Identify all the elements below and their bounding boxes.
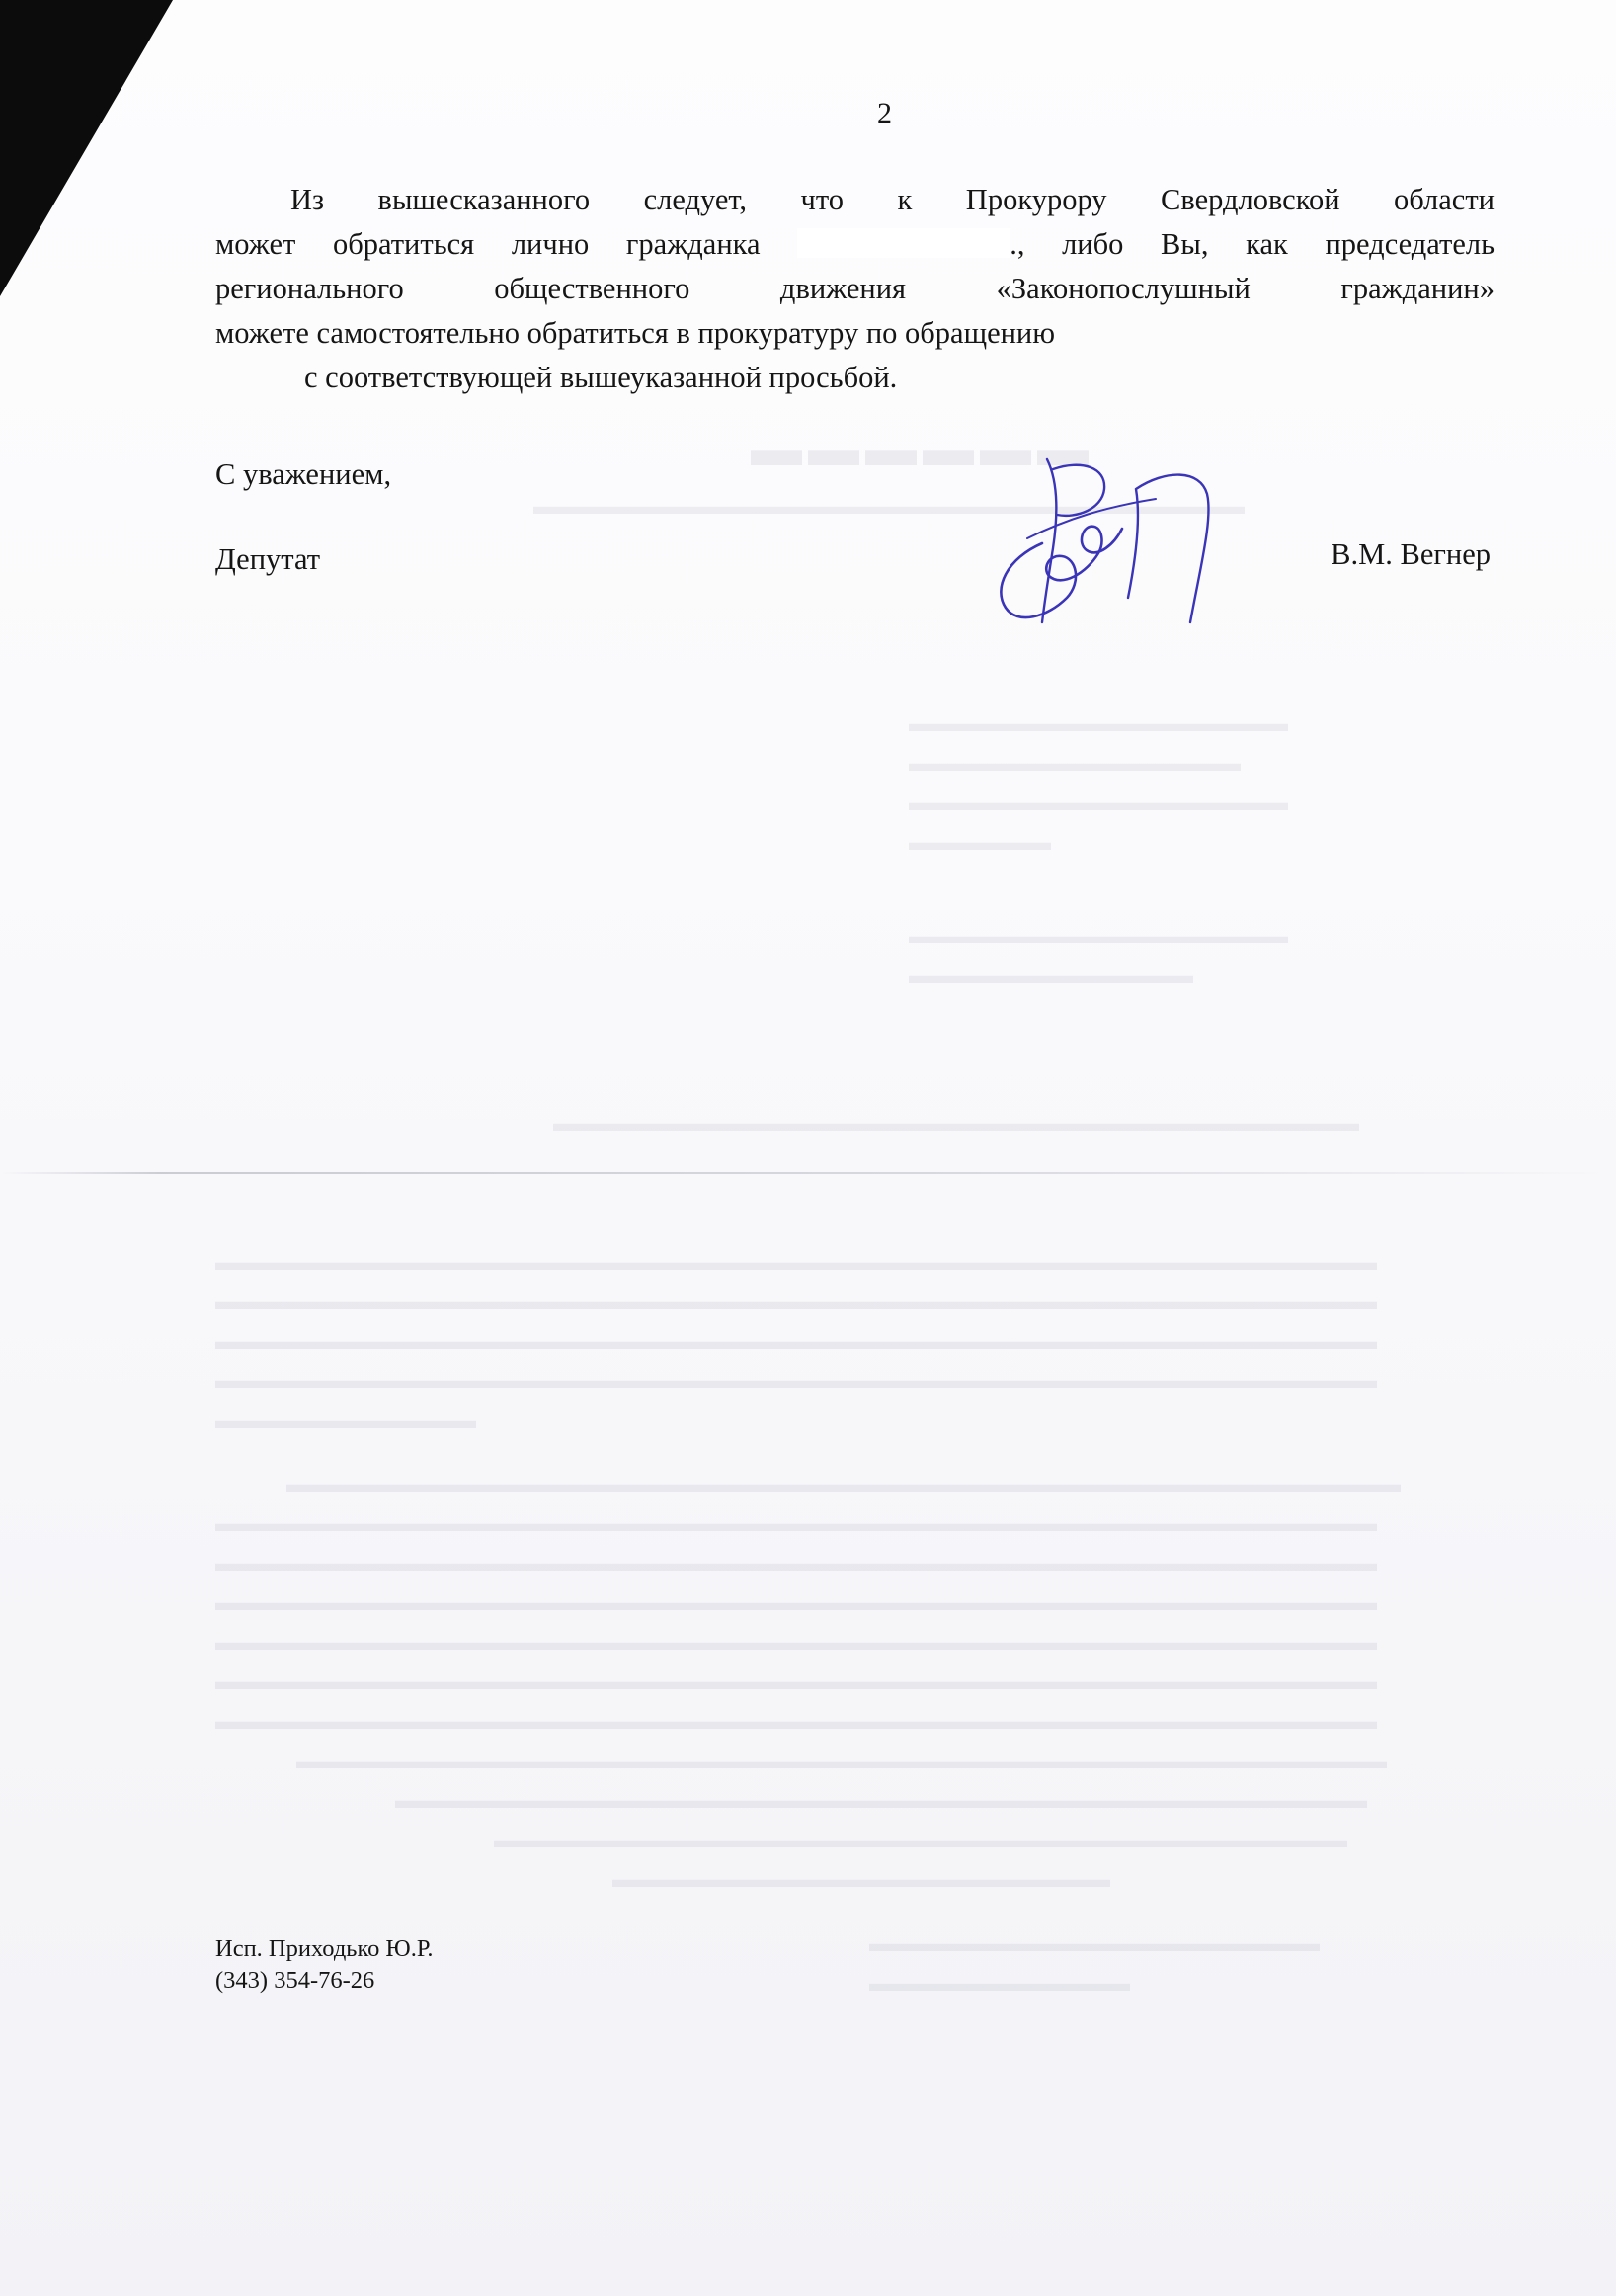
paper-fold-line [0,1172,1616,1174]
bleed-through-line: ▬▬▬▬▬▬▬▬▬▬▬▬▬▬▬▬▬▬▬▬▬▬▬▬▬▬▬▬▬▬▬▬▬▬▬▬▬▬▬▬▬▬▬▬▬▬▬▬▬ [215,1630,1377,1656]
body-paragraph [215,178,1495,400]
bleed-through-line: ▬▬▬▬▬▬ [909,830,1051,856]
executor-name: Исп. Приходько Ю.Р. [215,1935,434,1962]
executor-block [215,1933,434,1997]
page-number: 2 [877,97,892,129]
bleed-through-line: ▬▬▬▬▬▬▬▬▬▬▬▬▬▬▬▬▬▬▬▬▬▬▬▬▬▬▬▬▬▬▬▬▬▬▬▬▬▬▬▬▬▬▬▬▬▬▬▬▬ [215,1551,1377,1577]
bleed-through-line: ▬▬▬▬▬▬▬▬▬▬▬ [215,1408,476,1434]
bleed-through-line: ▬▬▬▬▬▬▬▬▬▬▬▬▬▬▬▬▬▬▬▬▬▬▬▬▬▬▬▬▬▬▬▬▬▬▬▬▬▬▬▬▬▬▬▬▬▬▬▬▬ [215,1250,1377,1275]
bleed-through-line: ▬▬▬▬▬▬▬▬▬▬▬▬▬▬▬▬▬▬▬▬▬▬▬▬▬▬▬▬▬▬▬▬▬▬▬▬ [494,1828,1347,1853]
bleed-through-line: ▬▬▬▬▬▬▬▬▬▬▬▬▬▬▬▬▬▬▬▬▬▬▬▬▬▬▬▬▬▬▬▬▬▬▬▬▬▬▬▬▬▬▬▬▬▬▬▬▬ [215,1709,1377,1735]
bleed-through-line: ▬▬▬▬▬▬▬▬▬▬▬▬▬▬▬▬▬▬▬▬▬▬▬▬▬▬▬▬▬▬▬▬▬▬▬▬▬▬▬▬▬▬▬▬▬▬▬▬▬ [215,1591,1377,1616]
bleed-through-line: ▬▬▬▬▬▬▬▬▬▬▬▬▬▬▬▬▬▬▬▬▬▬▬▬▬▬▬▬▬▬▬▬▬▬▬▬▬▬▬▬▬▬▬▬▬▬▬▬▬ [215,1368,1377,1394]
executor-phone: (343) 354-76-26 [215,1967,375,1994]
bleed-through-line: ▬▬▬▬▬▬▬▬▬▬▬▬▬▬▬▬▬▬▬▬▬▬▬▬▬▬▬▬▬▬▬▬▬▬ [553,1111,1359,1137]
signer-position: Депутат [215,542,321,576]
bleed-through-line: ▬▬▬▬▬▬▬▬▬▬▬▬▬▬▬▬ [909,924,1288,949]
body-line-2-start: может обратиться лично гражданка [215,227,761,261]
bleed-through-line: ▬▬▬▬▬▬▬▬▬▬▬▬▬▬▬▬▬▬▬▬▬▬▬▬▬▬▬▬▬▬▬▬▬▬▬▬▬▬▬▬▬▬▬▬▬▬▬▬▬ [215,1289,1377,1315]
body-line-3: регионального общественного движения «Законопослушный гражданин» [215,272,1495,305]
closing-regards: С уважением, [215,457,392,491]
bleed-through-line: ▬▬▬▬▬▬▬▬▬▬▬▬▬▬▬▬▬▬▬▬▬ [612,1867,1110,1893]
bleed-through-line: ▬▬▬▬▬▬▬▬▬▬▬▬ [909,963,1193,989]
bleed-through-heading: ▬▬▬▬▬▬ [751,421,1094,477]
bleed-through-line: ▬▬▬▬▬▬▬▬▬▬▬▬▬▬▬▬▬▬▬▬▬▬▬▬▬▬▬▬▬▬▬▬▬▬▬▬▬▬▬▬▬▬▬▬▬▬ [296,1749,1387,1774]
bleed-through-line: ▬▬▬▬▬▬▬▬▬▬▬▬▬▬▬▬▬▬▬▬▬▬▬▬▬▬▬▬▬▬▬▬▬▬▬▬▬▬▬▬▬▬▬▬▬▬▬▬▬ [215,1670,1377,1695]
bleed-through-line: ▬▬▬▬▬▬▬▬▬▬▬ [869,1971,1130,1997]
bleed-through-line: ▬▬▬▬▬▬▬▬▬▬▬▬▬▬▬▬▬▬▬▬▬▬▬▬▬▬▬▬▬▬▬▬▬▬▬▬▬▬▬▬▬▬▬▬▬▬▬▬▬ [215,1329,1377,1354]
body-line-2-end: ., либо Вы, как председатель [1010,227,1495,261]
bleed-through-line: ▬▬▬▬▬▬▬▬▬▬▬▬▬▬ [909,751,1241,777]
body-line-4: можете самостоятельно обратиться в прокуратуру по обращению [215,316,1056,350]
body-line-5: с соответствующей вышеуказанной просьбой. [304,361,898,394]
bleed-through-line: ▬▬▬▬▬▬▬▬▬▬▬▬▬▬▬▬ [909,711,1288,737]
bleed-through-line: ▬▬▬▬▬▬▬▬▬▬▬▬▬▬▬▬▬▬▬▬▬▬▬▬▬▬▬▬▬▬▬▬▬▬▬▬▬▬▬▬▬ [395,1788,1367,1814]
bleed-through-line: ▬▬▬▬▬▬▬▬▬▬▬▬▬▬▬▬ [909,790,1288,816]
bleed-through-line: ▬▬▬▬▬▬▬▬▬▬▬▬▬▬▬▬▬▬▬ [869,1931,1320,1957]
signature-icon [988,450,1264,647]
body-line-1: Из вышесказанного следует, что к Прокурору Свердловской области [290,183,1495,216]
bleed-through-line: ▬▬▬▬▬▬▬▬▬▬▬▬▬▬▬▬▬▬▬▬▬▬▬▬▬▬▬▬▬▬▬▬▬▬▬▬▬▬▬▬▬▬▬▬▬▬▬▬▬ [215,1512,1377,1537]
bleed-through-line: ▬▬▬▬▬▬▬▬▬▬▬▬▬▬▬▬▬▬▬▬▬▬▬▬▬▬▬▬▬▬▬▬▬▬▬▬▬▬▬▬▬▬▬▬▬▬▬ [286,1472,1401,1498]
redacted-name [797,228,1010,258]
signer-name: В.М. Вегнер [1331,537,1491,571]
body-line-2 [215,222,1495,267]
bleed-through-line: ▬▬▬▬▬▬▬▬▬▬▬▬▬▬▬▬▬▬▬▬▬▬▬▬▬▬▬▬▬▬ [533,494,1245,520]
scan-dark-corner [0,0,173,296]
